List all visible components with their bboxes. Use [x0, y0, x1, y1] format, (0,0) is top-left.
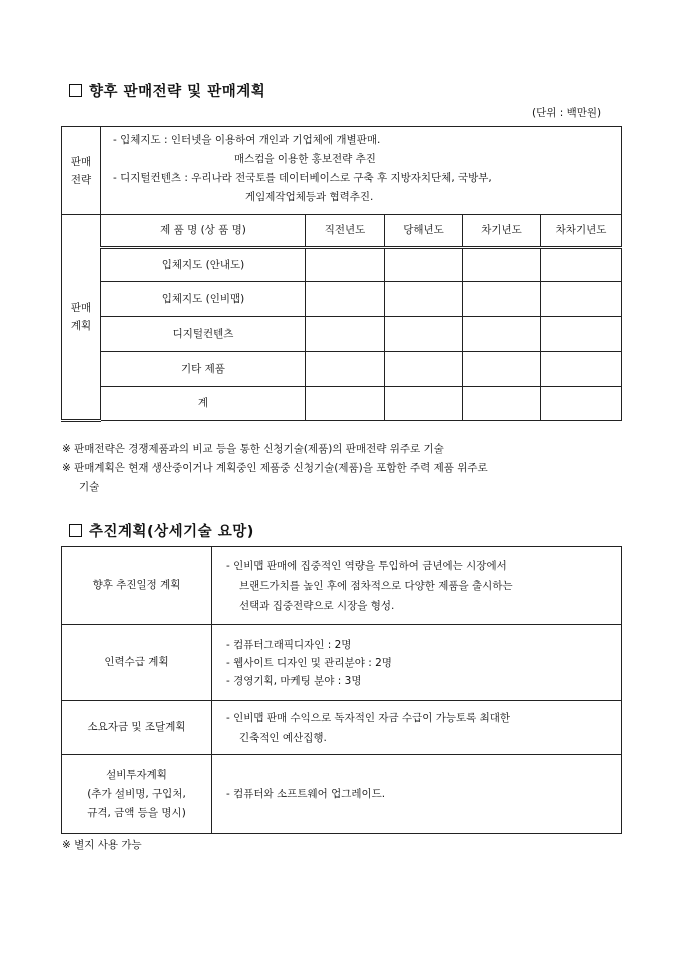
- checkbox-square-icon: [69, 84, 82, 97]
- section2-note: ※ 별지 사용 가능: [62, 839, 142, 851]
- plan-row: [62, 547, 622, 625]
- plan-header-row: [62, 215, 622, 248]
- product-name: 기타 제품: [101, 352, 306, 387]
- note-line: ※ 판매계획은 현재 생산중이거나 계획중인 제품중 신청기술(제품)을 포함한 주력 제품 위주로: [62, 462, 488, 474]
- plan-table: [61, 546, 622, 834]
- strategy-row: [62, 127, 622, 215]
- plan-row-label: 향후 추진일정 계획: [62, 547, 212, 625]
- table-row: [62, 352, 622, 387]
- plan-row-content: - 인비맵 판매 수익으로 독자적인 자금 수급이 가능토록 최대한 긴축적인 예산집행.: [212, 701, 622, 755]
- unit-label: (단위 : 백만원): [532, 107, 602, 119]
- col-product-name: 제 품 명 (상 품 명): [101, 215, 306, 248]
- sales-table: [61, 126, 622, 422]
- strategy-label-cell: 판매 전략: [62, 127, 101, 215]
- total-row: [62, 387, 622, 421]
- table-row: [62, 248, 622, 282]
- section1-notes: [62, 441, 632, 495]
- col-next-year: 차기년도: [463, 215, 541, 248]
- plan-row-content: - 컴퓨터그래픽디자인 : 2명 - 웹사이트 디자인 및 관리분야 : 2명 - 경영기획, 마케팅 분야 : 3명: [212, 625, 622, 701]
- note-line: 기술: [79, 481, 100, 493]
- section1-heading: 향후 판매전략 및 판매계획: [69, 80, 265, 101]
- plan-label-cell: 판매 계획: [62, 215, 101, 421]
- checkbox-square-icon: [69, 524, 82, 537]
- plan-row: [62, 755, 622, 834]
- plan-row-label: 인력수급 계획: [62, 625, 212, 701]
- product-name: 디지털컨텐츠: [101, 317, 306, 352]
- col-current-year: 당해년도: [385, 215, 463, 248]
- product-name: 입체지도 (인비맵): [101, 282, 306, 317]
- col-year-after-next: 차차기년도: [541, 215, 622, 248]
- table-row: [62, 282, 622, 317]
- col-prev-year: 직전년도: [306, 215, 385, 248]
- table-row: [62, 317, 622, 352]
- strategy-content-cell: - 입체지도 : 인터넷을 이용하여 개인과 기업체에 개별판매. 매스컴을 이용한 홍보전략 추진 - 디지털컨텐츠 : 우리나라 전국토를 데이터베이스로 구축 후 지방자치단체, 국방부, 게임제작업체등과 협력추진.: [101, 127, 622, 215]
- plan-row: [62, 701, 622, 755]
- section2-heading: 추진계획(상세기술 요망): [69, 520, 254, 541]
- total-label: 계: [101, 387, 306, 421]
- plan-row-content: - 인비맵 판매에 집중적인 역량을 투입하여 금년에는 시장에서 브랜드가치를 높인 후에 점차적으로 다양한 제품을 출시하는 선택과 집중전략으로 시장을 형성.: [212, 547, 622, 625]
- note-line: ※ 판매전략은 경쟁제품과의 비교 등을 통한 신청기술(제품)의 판매전략 위주로 기술: [62, 443, 444, 455]
- plan-row: [62, 625, 622, 701]
- product-name: 입체지도 (안내도): [101, 248, 306, 282]
- plan-row-content: - 컴퓨터와 소프트웨어 업그레이드.: [212, 755, 622, 834]
- plan-row-label: 설비투자계획 (추가 설비명, 구입처, 규격, 금액 등을 명시): [62, 755, 212, 834]
- plan-row-label: 소요자금 및 조달계획: [62, 701, 212, 755]
